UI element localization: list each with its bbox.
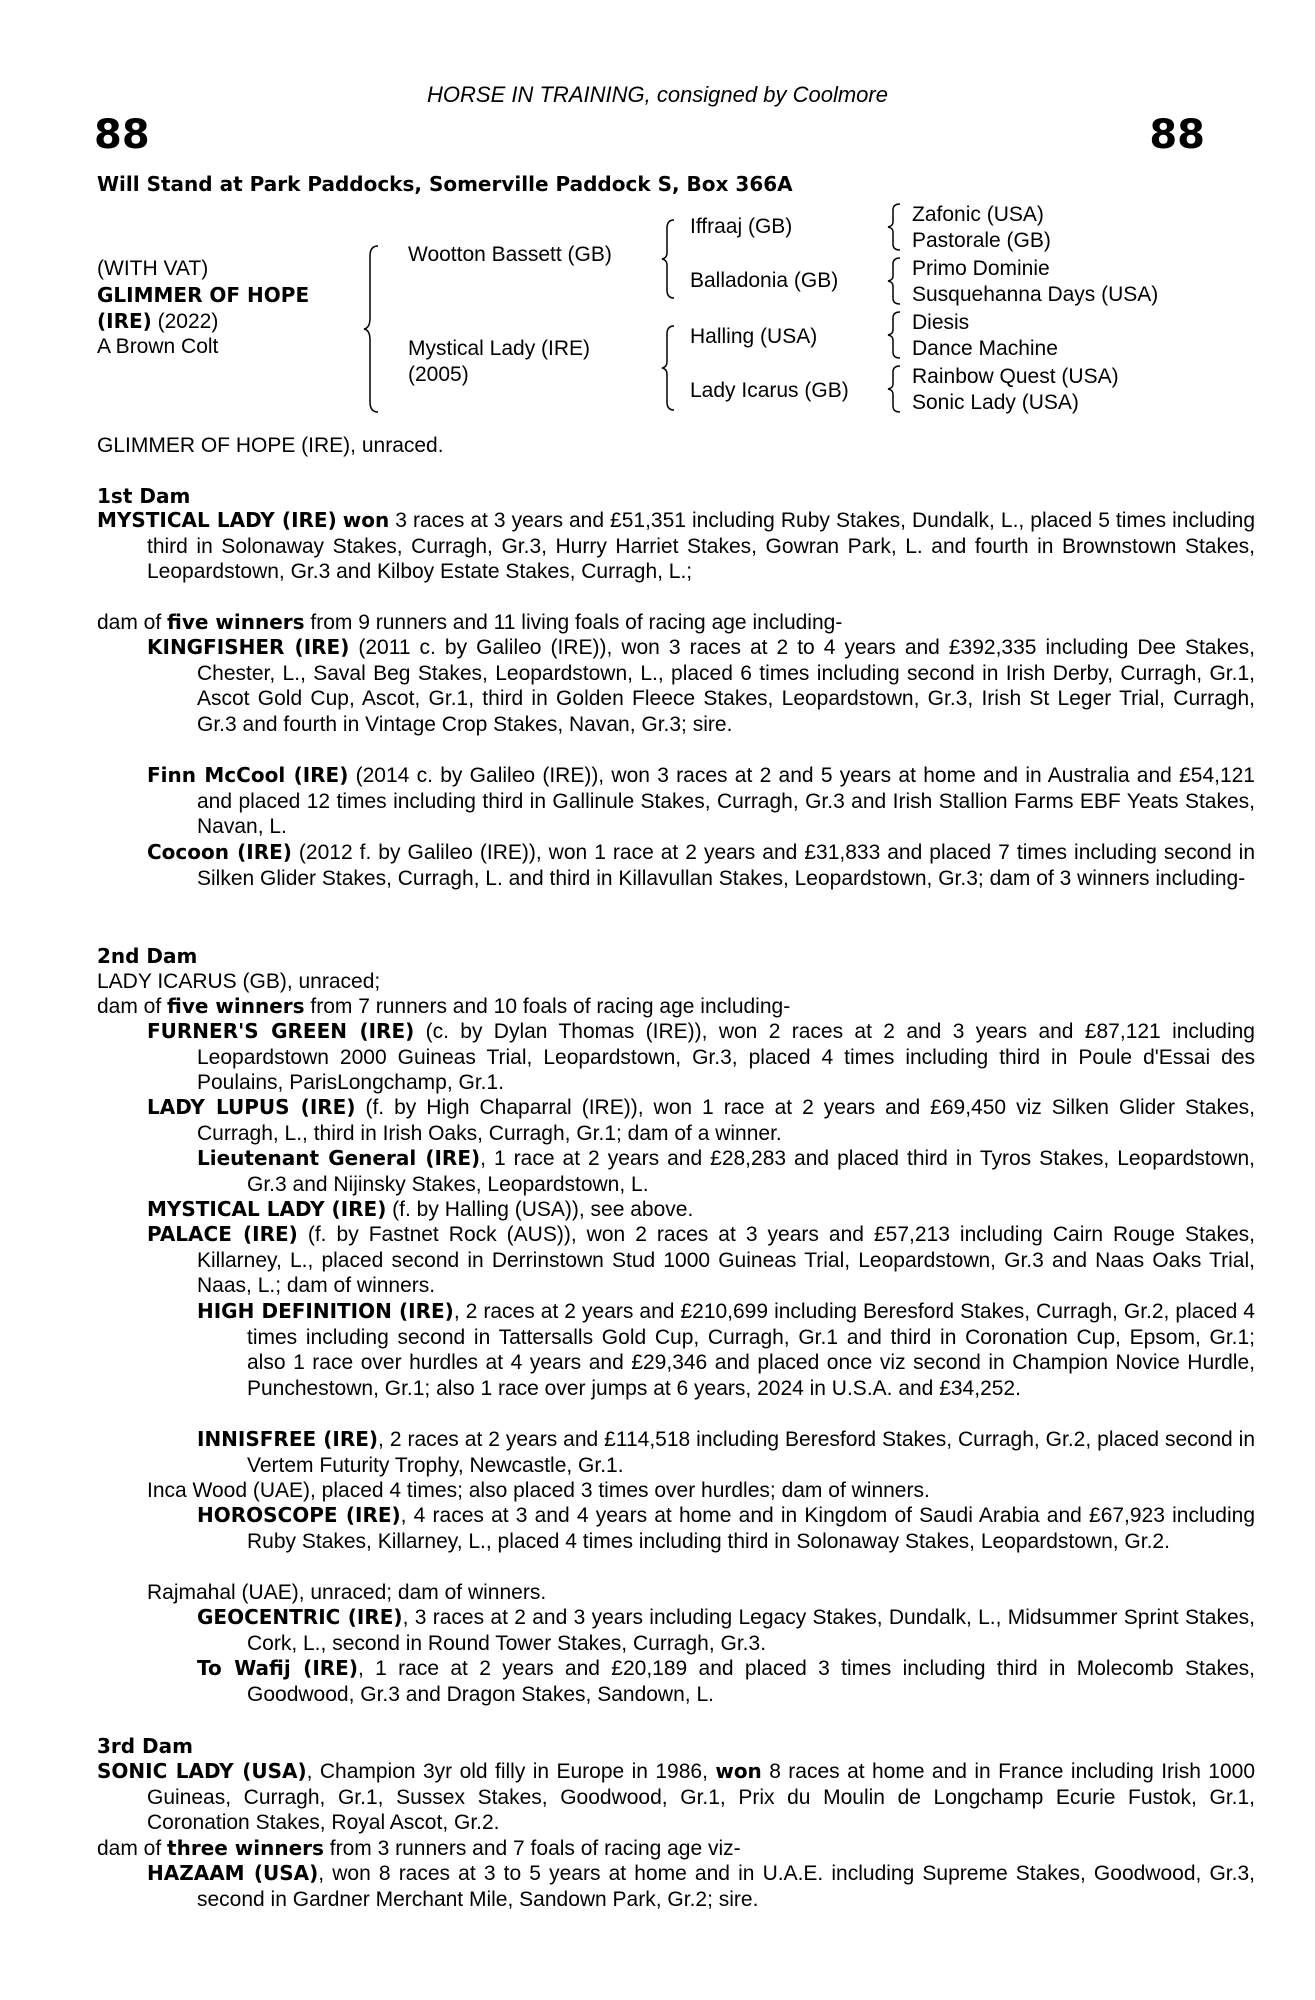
pedigree-table <box>0 0 1315 440</box>
offspring-text: (c. by Dylan Thomas (IRE)), won 2 races at 2 and 3 years and £87,121 including Leopardstown 2000 Guineas Trial, Leopardstown, Gr.3, placed 4 times including third in Poule d'Essai des Poulains, ParisLongchamp, Gr.1. <box>197 1020 1255 1094</box>
offspring-name: PALACE (IRE) <box>147 1222 298 1246</box>
dam1-name: MYSTICAL LADY (IRE) <box>97 508 337 532</box>
dam2-offspring-3 <box>97 1197 1255 1223</box>
dd-dam: Sonic Lady (USA) <box>912 391 1079 414</box>
dam1-dam-of-a: dam of <box>97 611 168 634</box>
offspring-text: , 3 races at 2 and 3 years including Legacy Stakes, Dundalk, L., Midsummer Sprint Stakes, Cork, L., second in Round Tower Stakes, Curragh, Gr.3. <box>247 1606 1255 1655</box>
offspring-name: Finn McCool (IRE) <box>147 763 349 787</box>
offspring-text: (2014 c. by Galileo (IRE)), won 3 races at 2 and 5 years at home and in Australia and £54,121 and placed 12 times including third in Gallinule Stakes, Curragh, Gr.3 and Irish Stallion Farms EBF Yeats Stakes, Navan, L. <box>197 764 1255 838</box>
offspring-text: (f. by Halling (USA)), see above. <box>386 1198 694 1221</box>
dam3-entry <box>97 1759 1255 1836</box>
dam2-offspring-8 <box>97 1503 1255 1554</box>
offspring-text: (2011 c. by Galileo (IRE)), won 3 races at 2 to 4 years and £392,335 including Dee Stakes, Chester, L., Saval Beg Stakes, Leopardstown, L., placed 6 times including second in Irish Derby, Curragh, Gr.1, Ascot Gold Cup, Ascot, Gr.1, third in Golden Fleece Stakes, Leopardstown, Gr.3, Irish St Leger Trial, Curragh, Gr.3 and fourth in Vintage Crop Stakes, Navan, Gr.3; sire. <box>197 636 1255 736</box>
horse-sex: A Brown Colt <box>97 335 219 358</box>
dam: Mystical Lady (IRE) <box>408 337 591 360</box>
dd-sire: Rainbow Quest (USA) <box>912 365 1119 388</box>
dam3-name: SONIC LADY (USA) <box>97 1759 307 1783</box>
dam-brace <box>660 324 676 412</box>
offspring-name: MYSTICAL LADY (IRE) <box>147 1197 387 1221</box>
dam1-offspring-0 <box>97 635 1255 737</box>
dam2-dam-of-c: from 7 runners and 10 foals of racing age including- <box>304 995 791 1018</box>
dam3-text-a: , Champion 3yr old filly in Europe in 1986, <box>306 1760 716 1783</box>
offspring-text: (2012 f. by Galileo (IRE)), won 1 race at 2 years and £31,833 and placed 7 times including second in Silken Glider Stakes, Curragh, L. and third in Killavullan Stakes, Leopardstown, Gr.3; dam of 3 winners including- <box>197 841 1255 890</box>
offspring-name: KINGFISHER (IRE) <box>147 635 350 659</box>
dam1-offspring-2 <box>97 840 1255 891</box>
dam2-offspring-2 <box>97 1146 1255 1197</box>
dam2-name: LADY ICARUS (GB), unraced; <box>97 970 381 993</box>
dam1-dam-of-c: from 9 runners and 11 living foals of racing age including- <box>304 611 843 634</box>
horse-country: (IRE) <box>97 309 152 333</box>
main-brace <box>362 244 382 414</box>
horse-year: (2022) <box>151 310 219 333</box>
dam2-offspring-11 <box>97 1656 1255 1707</box>
lot-number-left: 88 <box>94 112 150 158</box>
dam2-dam-of-a: dam of <box>97 995 168 1018</box>
offspring-text: , 1 race at 2 years and £20,189 and placed 3 times including third in Molecomb Stakes, Goodwood, Gr.3 and Dragon Stakes, Sandown, L. <box>247 1657 1255 1706</box>
offspring-name: Cocoon (IRE) <box>147 840 292 864</box>
offspring-name: HAZAAM (USA) <box>147 1861 319 1885</box>
dam2-offspring-6 <box>97 1427 1255 1478</box>
dam-dam: Lady Icarus (GB) <box>690 379 849 402</box>
offspring-name: To Wafij (IRE) <box>197 1656 358 1680</box>
dam3-dam-of-c: from 3 runners and 7 foals of racing age viz- <box>323 1837 741 1860</box>
lot-number-right: 88 <box>1149 112 1205 158</box>
offspring-name: HIGH DEFINITION (IRE) <box>197 1299 454 1323</box>
dam-year: (2005) <box>408 363 469 386</box>
dam2-offspring-5 <box>97 1299 1255 1401</box>
ss-dam: Pastorale (GB) <box>912 229 1051 252</box>
dam1-dam-of-b: five winners <box>167 610 305 634</box>
dam2-title: 2nd Dam <box>97 944 198 968</box>
offspring-name: LADY LUPUS (IRE) <box>147 1095 356 1119</box>
vat-note: (WITH VAT) <box>97 257 209 280</box>
dam2-offspring-4 <box>97 1222 1255 1299</box>
offspring-text: , 2 races at 2 years and £210,699 including Beresford Stakes, Curragh, Gr.2, placed 4 times including second in Tattersalls Gold Cup, Curragh, Gr.1 and third in Coronation Cup, Epsom, Gr.1; also 1 race over hurdles at 4 years and £29,346 and placed once viz second in Champion Novice Hurdle, Punchestown, Gr.1; also 1 race over jumps at 6 years, 2024 in U.S.A. and £34,252. <box>247 1300 1255 1400</box>
dam3-won: won <box>715 1759 762 1783</box>
offspring-name: FURNER'S GREEN (IRE) <box>147 1019 415 1043</box>
ds-dam: Dance Machine <box>912 337 1058 360</box>
offspring-name: Lieutenant General (IRE) <box>197 1146 481 1170</box>
dam1-entry <box>97 508 1255 585</box>
sire-sire: Iffraaj (GB) <box>690 215 793 238</box>
dam3-dam-of-b: three winners <box>167 1836 324 1860</box>
dam3-dam-of-a: dam of <box>97 1837 168 1860</box>
dam2-dam-of-b: five winners <box>167 994 305 1018</box>
dam3-title: 3rd Dam <box>97 1734 193 1758</box>
ss-sire: Zafonic (USA) <box>912 203 1044 226</box>
sd-dam: Susquehanna Days (USA) <box>912 283 1159 306</box>
dam1-offspring-1 <box>97 763 1255 840</box>
dam2-offspring-7: Inca Wood (UAE), placed 4 times; also placed 3 times over hurdles; dam of winners. <box>147 1479 930 1502</box>
horse-name: GLIMMER OF HOPE <box>97 283 310 307</box>
dam1-dam-of <box>97 610 1205 636</box>
offspring-name: HOROSCOPE (IRE) <box>197 1503 401 1527</box>
dam1-text: 3 races at 3 years and £51,351 including Ruby Stakes, Dundalk, L., placed 5 times including third in Solonaway Stakes, Curragh, Gr.3, Hurry Harriet Stakes, Gowran Park, L. and fourth in Brownstown Stakes, Leopardstown, Gr.3 and Kilboy Estate Stakes, Curragh, L.; <box>147 509 1255 583</box>
dam3-offspring-0 <box>97 1861 1255 1912</box>
catalogue-header: HORSE IN TRAINING, consigned by Coolmore <box>427 82 888 107</box>
brace-ds <box>886 310 902 360</box>
dam1-won: won <box>342 508 390 532</box>
intro-text: GLIMMER OF HOPE (IRE), unraced. <box>97 434 444 457</box>
dam2-dam-of <box>97 994 1205 1020</box>
dam2-offspring-9: Rajmahal (UAE), unraced; dam of winners. <box>147 1581 547 1604</box>
dam1-title: 1st Dam <box>97 484 191 508</box>
offspring-text: , 4 races at 3 and 4 years at home and in Kingdom of Saudi Arabia and £67,923 including Ruby Stakes, Killarney, L., placed 4 times including third in Solonaway Stakes, Leopardstown, Gr.2. <box>247 1504 1255 1553</box>
brace-ss <box>886 202 902 252</box>
offspring-text: , 1 race at 2 years and £28,283 and placed third in Tyros Stakes, Leopardstown, Gr.3 and Nijinsky Stakes, Leopardstown, L. <box>247 1147 1255 1196</box>
brace-dd <box>886 364 902 414</box>
sire-dam: Balladonia (GB) <box>690 269 839 292</box>
offspring-text: , won 8 races at 3 to 5 years at home and in U.A.E. including Supreme Stakes, Goodwood, Gr.3, second in Gardner Merchant Mile, Sandown Park, Gr.2; sire. <box>197 1862 1255 1911</box>
offspring-text: (f. by High Chaparral (IRE)), won 1 race at 2 years and £69,450 viz Silken Glider Stakes, Curragh, L., third in Irish Oaks, Curragh, Gr.1; dam of a winner. <box>197 1096 1255 1145</box>
offspring-text: (f. by Fastnet Rock (AUS)), won 2 races at 3 years and £57,213 including Cairn Rouge Stakes, Killarney, L., placed second in Derrinstown Stud 1000 Guineas Trial, Leopardstown, Gr.3 and Naas Oaks Trial, Naas, L.; dam of winners. <box>197 1223 1255 1297</box>
dam2-offspring-0 <box>97 1019 1255 1096</box>
sd-sire: Primo Dominie <box>912 257 1050 280</box>
horse-name-line2 <box>97 308 218 335</box>
sire-brace <box>660 218 676 300</box>
dam2-offspring-10 <box>97 1605 1255 1656</box>
offspring-name: GEOCENTRIC (IRE) <box>197 1605 403 1629</box>
offspring-name: INNISFREE (IRE) <box>197 1427 379 1451</box>
stand-location: Will Stand at Park Paddocks, Somerville Paddock S, Box 366A <box>97 172 793 196</box>
dam3-text-b: 8 races at home and in France including Irish 1000 Guineas, Curragh, Gr.1, Sussex Stakes, Goodwood, Gr.1, Prix du Moulin de Longchamp Ecurie Fustok, Gr.1, Coronation Stakes, Royal Ascot, Gr.2. <box>147 1760 1255 1834</box>
dam-sire: Halling (USA) <box>690 325 818 348</box>
dam3-dam-of <box>97 1836 1205 1862</box>
offspring-text: , 2 races at 2 years and £114,518 including Beresford Stakes, Curragh, Gr.2, placed second in Vertem Futurity Trophy, Newcastle, Gr.1. <box>247 1428 1255 1477</box>
dam2-offspring-1 <box>97 1095 1255 1146</box>
brace-sd <box>886 256 902 306</box>
ds-sire: Diesis <box>912 311 970 334</box>
sire: Wootton Bassett (GB) <box>408 243 612 266</box>
